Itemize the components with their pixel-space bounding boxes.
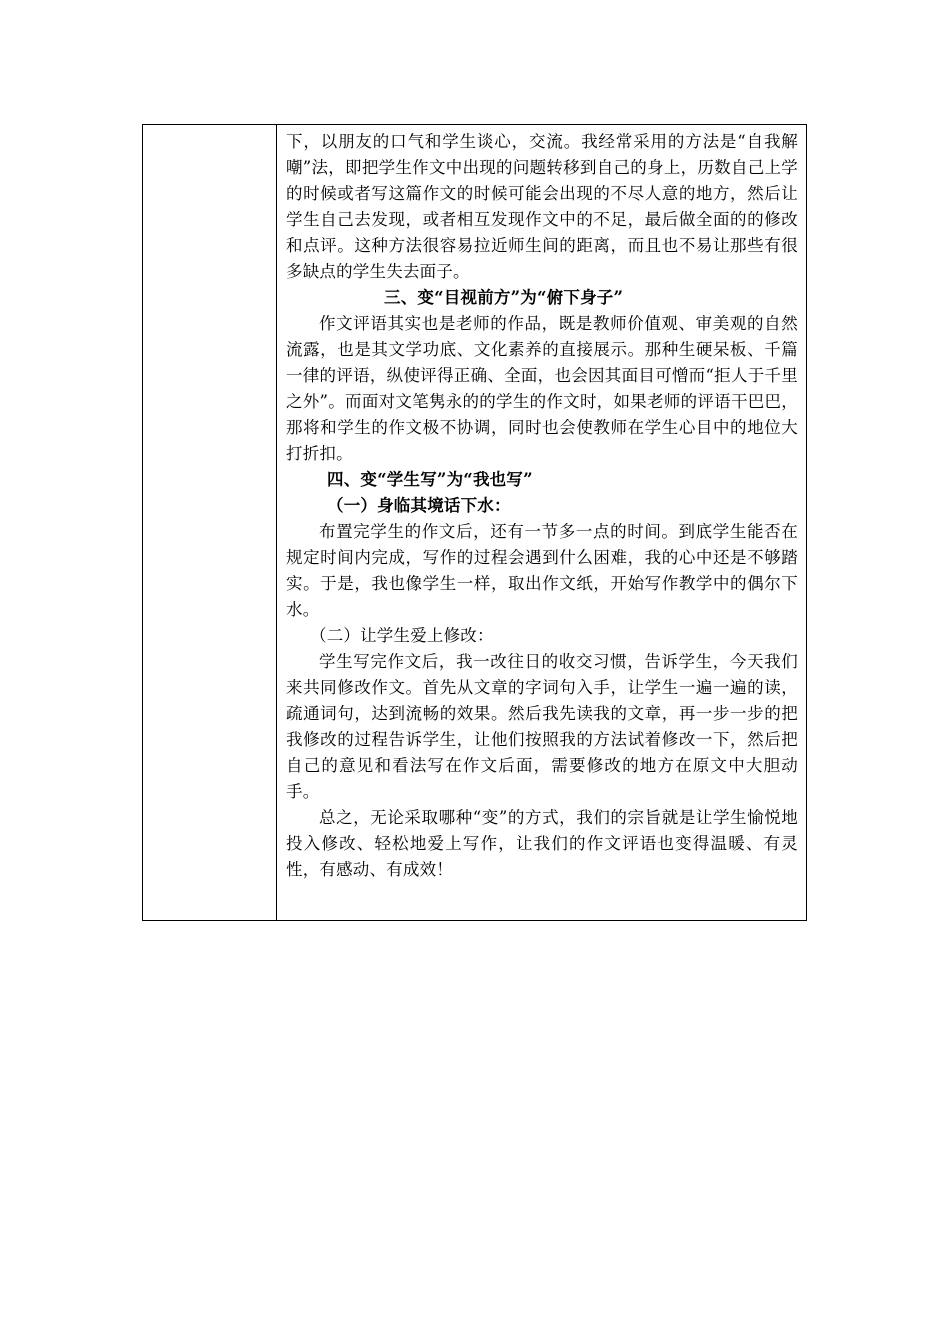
subheading-2: （二）让学生爱上修改：: [310, 626, 494, 645]
subsection-1-paragraph: 布置完学生的作文后，还有一节多一点的时间。到底学生能否在规定时间内完成，写作的过程会遇到什么困难，我的心中还是不够踏实。于是，我也像学生一样，取出作文纸，开始写作教学中的偶尔下水。: [286, 522, 798, 619]
table-left-cell: [143, 125, 277, 920]
continuation-paragraph: 下，以朋友的口气和学生谈心，交流。我经常采用的方法是“自我解嘲”法，即把学生作文中出现的问题转移到自己的身上，历数自己上学的时候或者写这篇作文的时候可能会出现的不尽人意的地方，然后让学生自己去发现，或者相互发现作文中的不足，最后做全面的的修改和点评。这种方法很容易拉近师生间的距离，而且也不易让那些有很多缺点的学生失去面子。: [286, 132, 798, 281]
subsection-2-paragraph: 学生写完作文后，我一改往日的收交习惯，告诉学生，今天我们来共同修改作文。首先从文章的字词句入手，让学生一遍一遍的读，疏通词句，达到流畅的效果。然后我先读我的文章，再一步一步的把我修改的过程告诉学生，让他们按照我的方法试着修改一下，然后把自己的意见和看法写在作文后面，需要修改的地方在原文中大胆动手。: [286, 652, 798, 801]
section-3-paragraph: 作文评语其实也是老师的作品，既是教师价值观、审美观的自然流露，也是其文学功底、文化素养的直接展示。那种生硬呆板、千篇一律的评语，纵使评得正确、全面，也会因其面目可憎而“拒人于千里之外”。而面对文笔隽永的的学生的作文时，如果老师的评语干巴巴，那将和学生的作文极不协调，同时也会使教师在学生心目中的地位大打折扣。: [286, 314, 798, 463]
section-heading-3: 三、变“目视前方”为“俯下身子”: [384, 288, 624, 307]
table-right-cell: [277, 125, 806, 920]
content-table: [142, 124, 807, 921]
subheading-1: （一）身临其境话下水：: [327, 496, 511, 515]
section-heading-4: 四、变“学生写”为“我也写”: [327, 470, 533, 489]
conclusion-paragraph: 总之，无论采取哪种“变”的方式，我们的宗旨就是让学生愉悦地投入修改、轻松地爱上写作，让我们的作文评语也变得温暖、有灵性，有感动、有成效！: [286, 808, 798, 879]
